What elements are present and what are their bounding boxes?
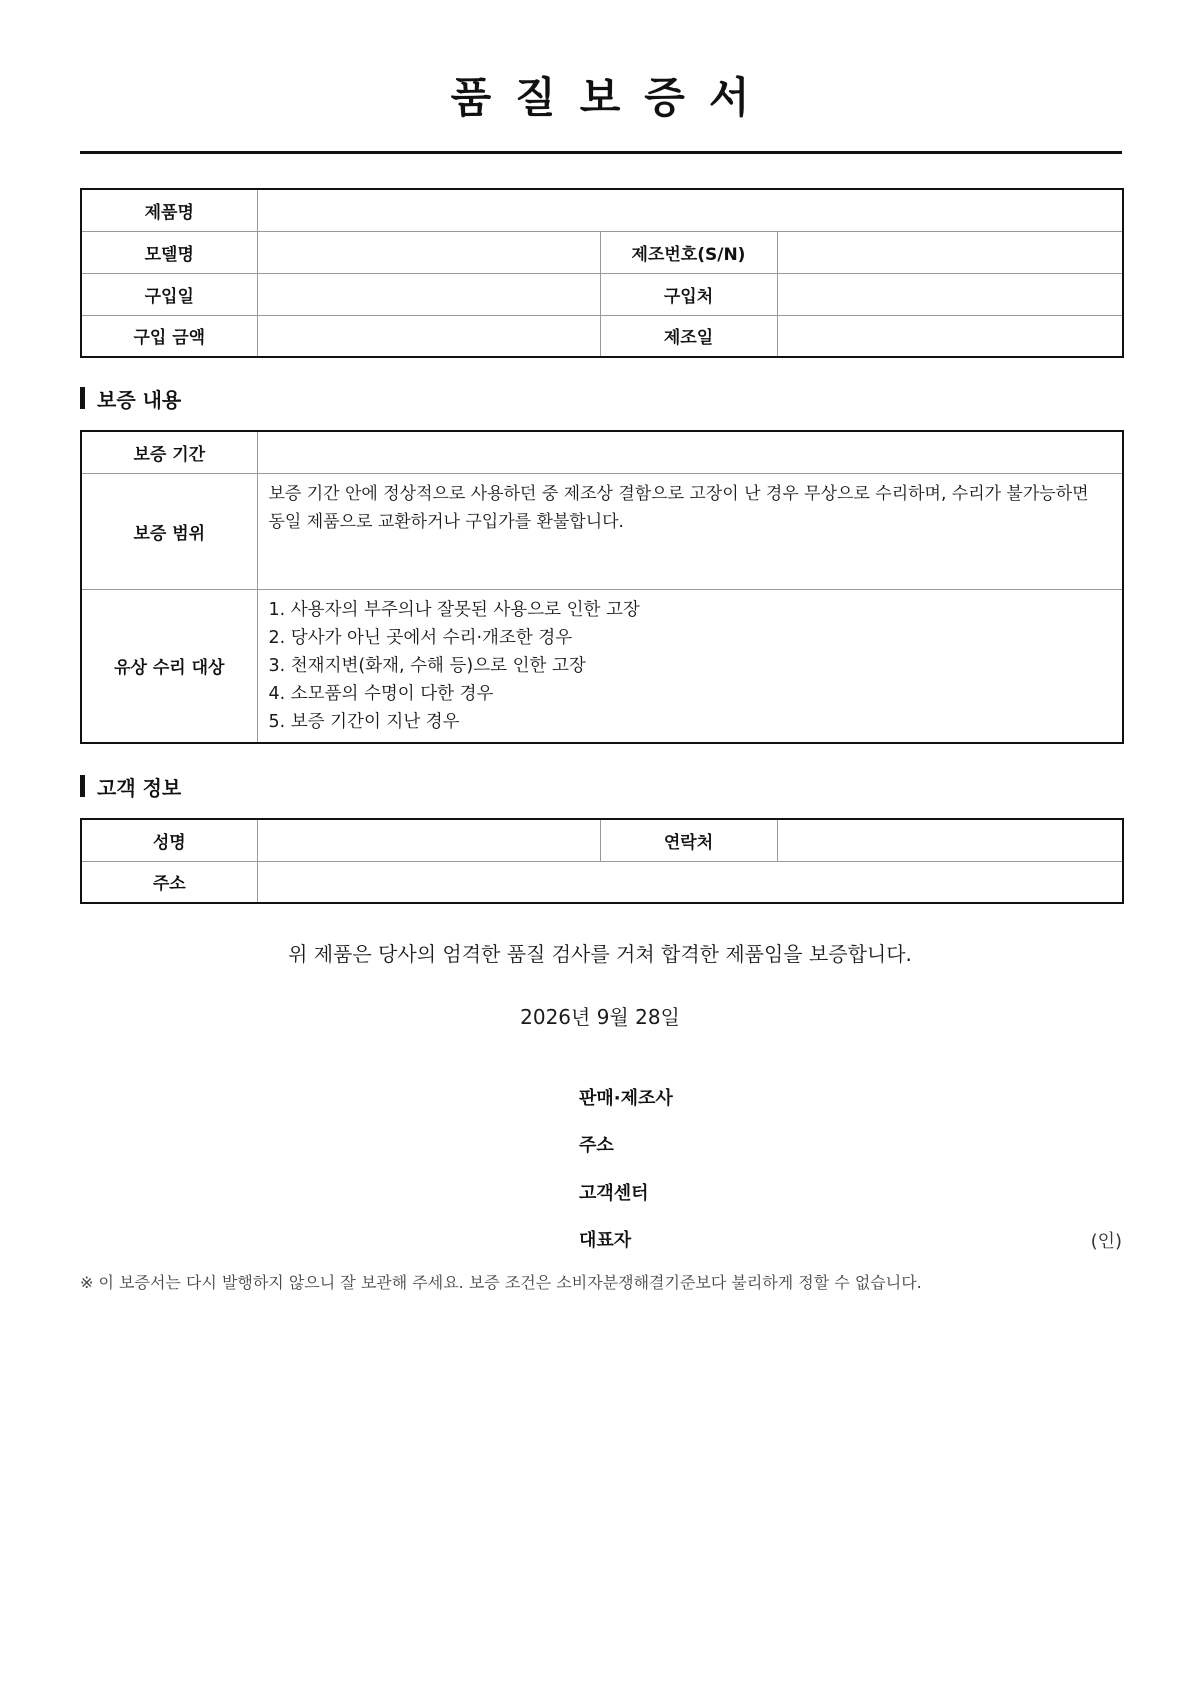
- customer-section-heading: [80, 773, 181, 799]
- table-row: [81, 315, 1123, 357]
- product-name-label: 제품명: [81, 189, 257, 231]
- scope-text: 보증 기간 안에 정상적으로 사용하던 중 제조상 결함으로 고장이 난 경우 무상으로 수리하며, 수리가 불가능하면 동일 제품으로 교환하거나 구입가를 환불합니다.: [257, 473, 1123, 589]
- customer-section-title: 고객 정보: [97, 775, 182, 800]
- warranty-table: [80, 430, 1124, 744]
- purchase-date-label: 구입일: [81, 273, 257, 315]
- table-row: [81, 189, 1123, 231]
- model-field[interactable]: [257, 231, 600, 273]
- customer-address-label: 주소: [81, 861, 257, 903]
- customer-address-field[interactable]: [257, 861, 1123, 903]
- purchase-place-field[interactable]: [777, 273, 1123, 315]
- seal-mark: (인): [1090, 1231, 1122, 1252]
- model-label: 모델명: [81, 231, 257, 273]
- product-name-field[interactable]: [257, 189, 1123, 231]
- table-row: [81, 473, 1123, 589]
- list-item: 3. 천재지변(화재, 수해 등)으로 인한 고장: [268, 655, 586, 676]
- paid-repair-list: [269, 596, 1111, 736]
- purchase-place-label: 구입처: [600, 273, 777, 315]
- paid-repair-label: 유상 수리 대상: [81, 589, 257, 743]
- section-marker: [80, 387, 85, 409]
- serial-label: 제조번호(S/N): [600, 231, 777, 273]
- issuer-company-label: 판매·제조사: [579, 1088, 673, 1109]
- table-row: [81, 273, 1123, 315]
- customer-contact-label: 연락처: [600, 819, 777, 861]
- section-marker: [80, 775, 85, 797]
- warranty-section-title: 보증 내용: [97, 387, 182, 412]
- purchase-date-field[interactable]: [257, 273, 600, 315]
- table-row: [81, 431, 1123, 473]
- customer-table: [80, 818, 1124, 904]
- page-title: 품질보증서: [450, 73, 774, 122]
- table-row: [81, 861, 1123, 903]
- list-item: 1. 사용자의 부주의나 잘못된 사용으로 인한 고장: [268, 599, 640, 620]
- period-field[interactable]: [257, 431, 1123, 473]
- customer-contact-field[interactable]: [777, 819, 1123, 861]
- list-item: 4. 소모품의 수명이 다한 경우: [268, 683, 494, 704]
- price-label: 구입 금액: [81, 315, 257, 357]
- list-item: 5. 보증 기간이 지난 경우: [268, 711, 460, 732]
- list-item: 2. 당사가 아닌 곳에서 수리·개조한 경우: [268, 627, 573, 648]
- customer-name-label: 성명: [81, 819, 257, 861]
- table-row: [81, 819, 1123, 861]
- title-divider: [80, 151, 1122, 154]
- mfg-date-label: 제조일: [600, 315, 777, 357]
- guarantee-statement: 위 제품은 당사의 엄격한 품질 검사를 거쳐 합격한 제품임을 보증합니다.: [288, 942, 912, 966]
- issuer-address-label: 주소: [579, 1135, 614, 1156]
- issuer-ceo-label: 대표자: [579, 1230, 632, 1251]
- warranty-section-heading: [80, 385, 181, 411]
- customer-name-field[interactable]: [257, 819, 600, 861]
- table-row: [81, 231, 1123, 273]
- price-field[interactable]: [257, 315, 600, 357]
- footnote: ※ 이 보증서는 다시 발행하지 않으니 잘 보관해 주세요. 보증 조건은 소비자분쟁해결기준보다 불리하게 정할 수 없습니다.: [80, 1273, 922, 1292]
- issue-date: 2026년 9월 28일: [520, 1005, 680, 1029]
- scope-label: 보증 범위: [81, 473, 257, 589]
- product-info-table: [80, 188, 1124, 358]
- table-row: [81, 589, 1123, 743]
- paid-repair-cell: [257, 589, 1123, 743]
- mfg-date-field[interactable]: [777, 315, 1123, 357]
- serial-field[interactable]: [777, 231, 1123, 273]
- issuer-service-label: 고객센터: [579, 1183, 649, 1204]
- period-label: 보증 기간: [81, 431, 257, 473]
